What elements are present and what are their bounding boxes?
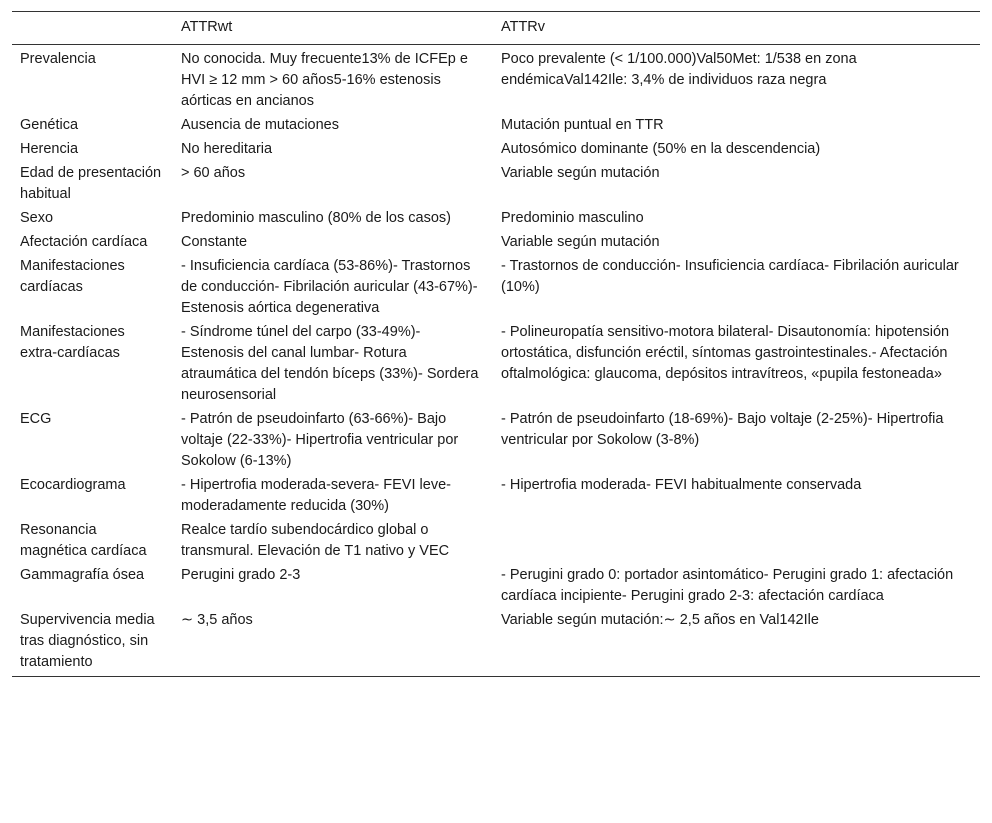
attrv-cell: Variable según mutación xyxy=(501,234,660,250)
attrwt-cell: - Síndrome túnel del carpo (33-49%)- Estenosis del canal lumbar- Rotura atraumática del tendón bíceps (33%)- Sordera neurosensorial xyxy=(181,324,479,403)
attrwt-cell: - Insuficiencia cardíaca (53-86%)- Trastornos de conducción- Fibrilación auricular (43-67%)- Estenosis aórtica degenerativa xyxy=(181,258,478,316)
table-row xyxy=(12,609,980,677)
table-row xyxy=(12,162,980,207)
row-label: Herencia xyxy=(20,141,79,157)
header-cell-attrv: ATTRv xyxy=(493,12,980,45)
attrv-cell: Mutación puntual en TTR xyxy=(501,117,664,133)
table-row xyxy=(12,474,980,519)
attrwt-cell: Perugini grado 2-3 xyxy=(181,567,301,583)
attrv-cell: - Trastornos de conducción- Insuficiencia cardíaca- Fibrilación auricular (10%) xyxy=(501,258,959,295)
attrwt-cell: Predominio masculino (80% de los casos) xyxy=(181,210,451,226)
table-row xyxy=(12,207,980,231)
attrv-cell: - Perugini grado 0: portador asintomático- Perugini grado 1: afectación cardíaca incipiente- Perugini grado 2-3: afectación cardíaca xyxy=(501,567,954,604)
attrv-cell xyxy=(493,519,980,564)
table-row xyxy=(12,321,980,408)
table-row xyxy=(12,408,980,474)
row-label: ECG xyxy=(20,411,52,427)
row-label: Afectación cardíaca xyxy=(20,234,148,250)
attrwt-cell: Constante xyxy=(181,234,248,250)
row-label: Manifestaciones cardíacas xyxy=(20,258,125,295)
row-label: Edad de presentación habitual xyxy=(20,165,162,202)
attrwt-cell: No conocida. Muy frecuente13% de ICFEp e HVI ≥ 12 mm > 60 años5-16% estenosis aórticas en ancianos xyxy=(181,51,468,109)
header-cell-feature xyxy=(12,12,173,45)
attrv-cell: - Polineuropatía sensitivo-motora bilateral- Disautonomía: hipotensión ortostática, disfunción eréctil, síntomas gastrointestinales.- Afectación oftalmológica: glaucoma, depósitos intravítreos, «pupila festoneada» xyxy=(501,324,950,382)
table-row xyxy=(12,231,980,255)
attrwt-cell: - Patrón de pseudoinfarto (63-66%)- Bajo voltaje (22-33%)- Hipertrofia ventricular por Sokolow (6-13%) xyxy=(181,411,459,469)
attrwt-cell: Realce tardío subendocárdico global o transmural. Elevación de T1 nativo y VEC xyxy=(181,522,450,559)
row-label: Supervivencia media tras diagnóstico, sin tratamiento xyxy=(12,609,173,677)
attrwt-cell: No hereditaria xyxy=(181,141,273,157)
attrv-cell: Variable según mutación:∼ 2,5 años en Val142Ile xyxy=(493,609,980,677)
table-row xyxy=(12,114,980,138)
row-label: Gammagrafía ósea xyxy=(20,567,145,583)
table-row xyxy=(12,519,980,564)
attrv-cell: Variable según mutación xyxy=(501,165,660,181)
attrwt-cell: > 60 años xyxy=(181,165,246,181)
table-row xyxy=(12,45,980,115)
row-label: Ecocardiograma xyxy=(20,477,126,493)
row-label: Manifestaciones extra-cardíacas xyxy=(20,324,125,361)
attrwt-cell: ∼ 3,5 años xyxy=(173,609,493,677)
attrwt-cell: Ausencia de mutaciones xyxy=(181,117,339,133)
attrwt-cell: - Hipertrofia moderada-severa- FEVI leve-moderadamente reducida (30%) xyxy=(181,477,451,514)
attrv-cell: Predominio masculino xyxy=(501,210,644,226)
attrv-cell: Autosómico dominante (50% en la descendencia) xyxy=(501,141,821,157)
comparison-table xyxy=(12,11,980,677)
header-row xyxy=(12,12,980,45)
table-row xyxy=(12,564,980,609)
row-label: Genética xyxy=(20,117,79,133)
row-label: Prevalencia xyxy=(20,51,96,67)
attrv-cell: - Hipertrofia moderada- FEVI habitualmente conservada xyxy=(501,477,862,493)
attrv-cell: Poco prevalente (< 1/100.000)Val50Met: 1/538 en zona endémicaVal142Ile: 3,4% de individuos raza negra xyxy=(501,51,857,88)
header-cell-attrwt: ATTRwt xyxy=(173,12,493,45)
row-label: Resonancia magnética cardíaca xyxy=(20,522,147,559)
attrv-cell: - Patrón de pseudoinfarto (18-69%)- Bajo voltaje (2-25%)- Hipertrofia ventricular por Sokolow (3-8%) xyxy=(501,411,944,448)
table-row xyxy=(12,138,980,162)
table-row xyxy=(12,255,980,321)
row-label: Sexo xyxy=(20,210,54,226)
